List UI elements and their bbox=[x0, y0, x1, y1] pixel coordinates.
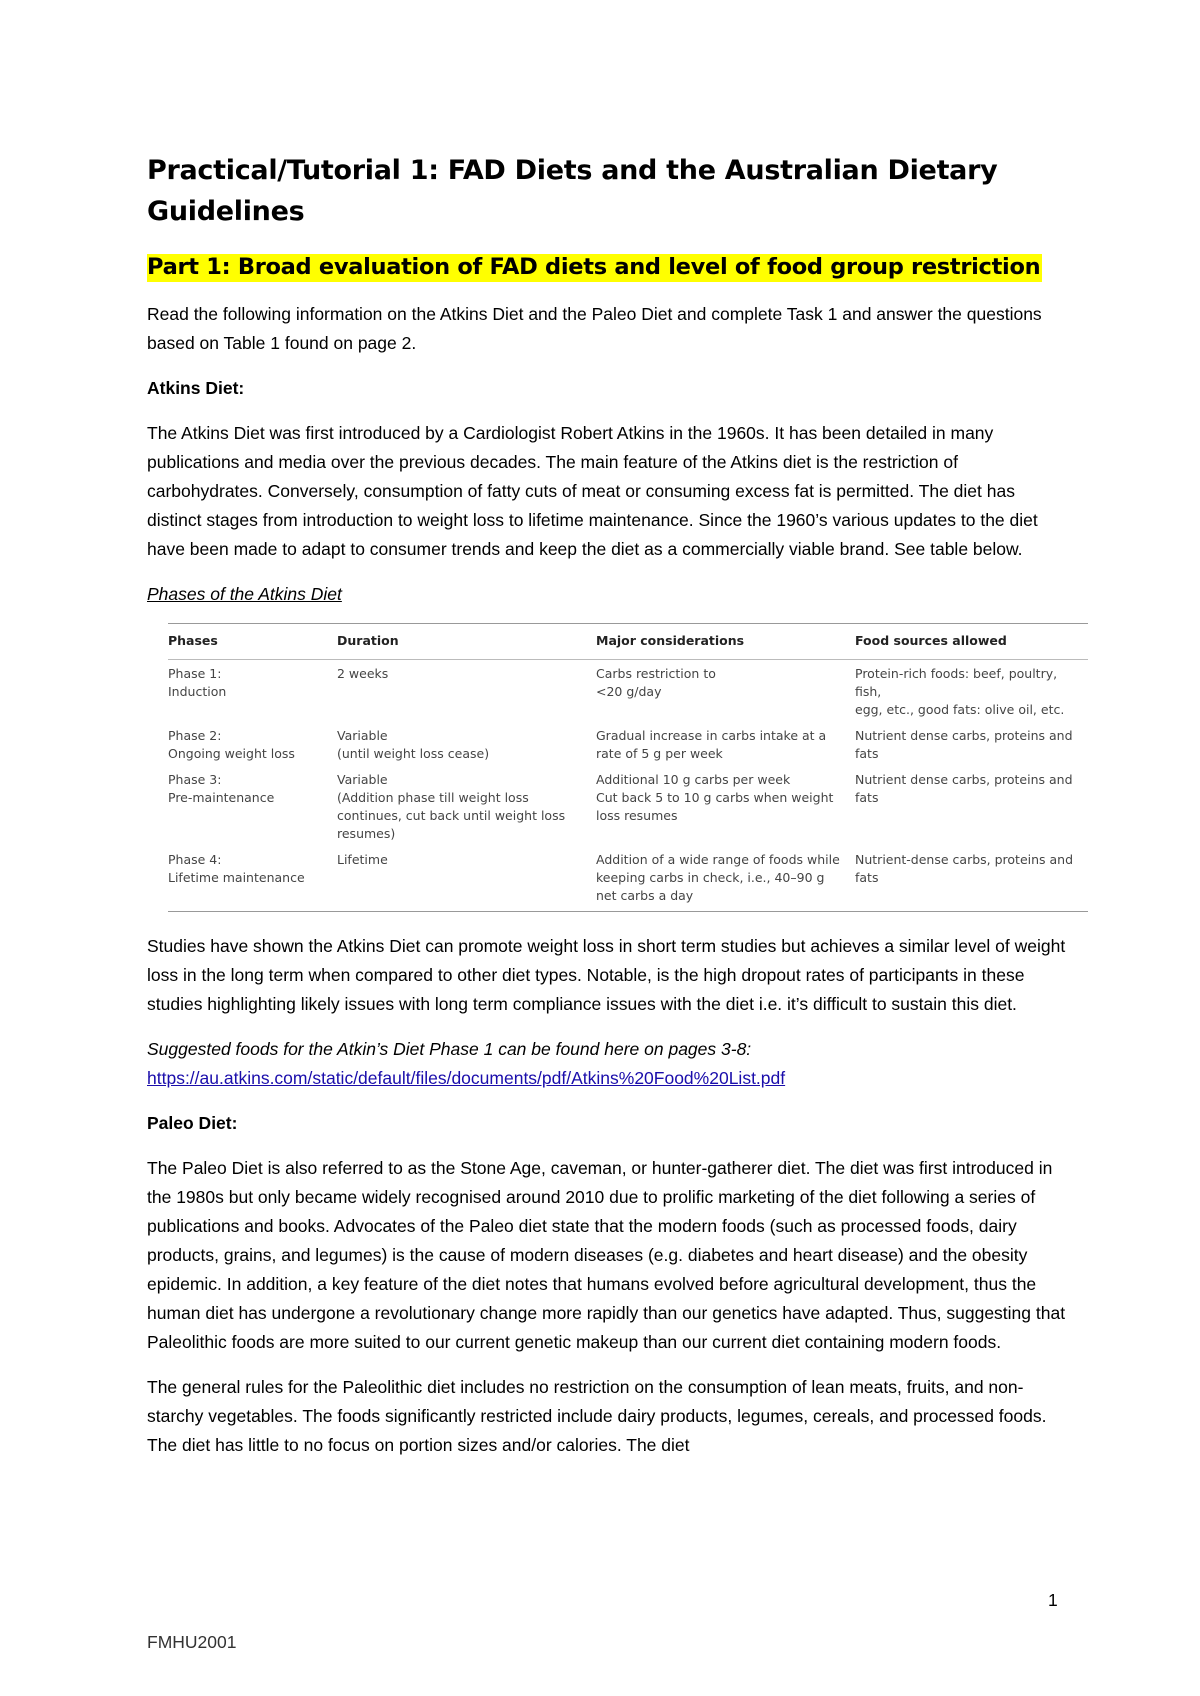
duration-cell bbox=[337, 722, 596, 766]
cell-line: Phase 3: bbox=[168, 772, 222, 787]
phase-cell bbox=[168, 660, 337, 723]
highlighted-heading-text: Part 1: Broad evaluation of FAD diets and level of food group restriction bbox=[147, 254, 1041, 280]
course-code: FMHU2001 bbox=[147, 1632, 237, 1652]
cell-line: Carbs restriction to bbox=[596, 666, 716, 681]
cell-line: Variable bbox=[337, 728, 388, 743]
cell-line: Nutrient dense carbs, proteins and fats bbox=[855, 772, 1073, 805]
atkins-phases-table bbox=[168, 623, 1088, 912]
cell-line: 2 weeks bbox=[337, 666, 389, 681]
foods-cell bbox=[855, 722, 1088, 766]
header-duration: Duration bbox=[337, 624, 596, 660]
table-header-row bbox=[168, 624, 1088, 660]
cell-line: egg, etc., good fats: olive oil, etc. bbox=[855, 702, 1065, 717]
foods-cell bbox=[855, 846, 1088, 912]
cell-line: Nutrient dense carbs, proteins and fats bbox=[855, 728, 1073, 761]
cell-line: Lifetime maintenance bbox=[168, 870, 305, 885]
page-number: 1 bbox=[1048, 1590, 1058, 1610]
intro-paragraph: Read the following information on the Atkins Diet and the Paleo Diet and complete Task 1 and answer the questions based on Table 1 found on page 2. bbox=[147, 304, 1042, 353]
cell-line: (Addition phase till weight loss bbox=[337, 790, 529, 805]
header-considerations: Major considerations bbox=[596, 624, 855, 660]
cell-line: Addition of a wide range of foods while bbox=[596, 852, 840, 867]
cell-line: Phase 1: bbox=[168, 666, 222, 681]
phase-cell bbox=[168, 846, 337, 912]
cell-line: Lifetime bbox=[337, 852, 388, 867]
cell-line: (until weight loss cease) bbox=[337, 746, 490, 761]
foods-cell bbox=[855, 660, 1088, 723]
table-row bbox=[168, 660, 1088, 723]
considerations-cell bbox=[596, 722, 855, 766]
header-foods: Food sources allowed bbox=[855, 624, 1088, 660]
atkins-paragraph-1: The Atkins Diet was first introduced by a Cardiologist Robert Atkins in the 1960s. It has been detailed in many publications and media over the previous decades. The main feature of the Atkins diet is the restriction of carbohydrates. Conversely, consumption of fatty cuts of meat or consuming excess fat is permitted. The diet has distinct stages from introduction to weight loss to lifetime maintenance. Since the 1960’s various updates to the diet have been made to adapt to consumer trends and keep the diet as a commercially viable brand. See table below. bbox=[147, 423, 1038, 559]
cell-line: Phase 2: bbox=[168, 728, 222, 743]
paleo-paragraph-1: The Paleo Diet is also referred to as the Stone Age, caveman, or hunter-gatherer diet. The diet was first introduced in the 1980s but only became widely recognised around 2010 due to prolific marketing of the diet following a series of publications and books. Advocates of the Paleo diet state that the modern foods (such as processed foods, dairy products, grains, and legumes) is the cause of modern diseases (e.g. diabetes and heart disease) and the obesity epidemic. In addition, a key feature of the diet notes that humans evolved before agricultural development, thus the human diet has undergone a revolutionary change more rapidly than our genetics have adapted. Thus, suggesting that Paleolithic foods are more suited to our current genetic makeup than our current diet containing modern foods. bbox=[147, 1158, 1066, 1352]
paleo-paragraph-2: The general rules for the Paleolithic diet includes no restriction on the consumption of lean meats, fruits, and non-starchy vegetables. The foods significantly restricted include dairy products, legumes, cereals, and processed foods. The diet has little to no focus on portion sizes and/or calories. The diet bbox=[147, 1377, 1047, 1455]
page-content bbox=[147, 150, 1074, 1460]
cell-line: resumes) bbox=[337, 826, 396, 841]
cell-line: rate of 5 g per week bbox=[596, 746, 723, 761]
cell-line: Variable bbox=[337, 772, 388, 787]
cell-line: Cut back 5 to 10 g carbs when weight bbox=[596, 790, 834, 805]
cell-line: Gradual increase in carbs intake at a bbox=[596, 728, 827, 743]
cell-line: <20 g/day bbox=[596, 684, 662, 699]
table-row bbox=[168, 766, 1088, 846]
atkins-paragraph-2: Studies have shown the Atkins Diet can promote weight loss in short term studies but achieves a similar level of weight loss in the long term when compared to other diet types. Notable, is the high dropout rates of participants in these studies highlighting likely issues with long term compliance issues with the diet i.e. it’s difficult to sustain this diet. bbox=[147, 936, 1066, 1014]
cell-line: Phase 4: bbox=[168, 852, 222, 867]
paleo-heading: Paleo Diet: bbox=[147, 1113, 238, 1133]
cell-line: Ongoing weight loss bbox=[168, 746, 295, 761]
suggested-foods-text: Suggested foods for the Atkin’s Diet Phase 1 can be found here on pages 3-8: bbox=[147, 1039, 752, 1059]
document-title: Practical/Tutorial 1: FAD Diets and the Australian Dietary Guidelines bbox=[147, 155, 998, 227]
considerations-cell bbox=[596, 660, 855, 723]
table-row bbox=[168, 846, 1088, 912]
cell-line: keeping carbs in check, i.e., 40–90 g bbox=[596, 870, 825, 885]
considerations-cell bbox=[596, 846, 855, 912]
cell-line: Additional 10 g carbs per week bbox=[596, 772, 791, 787]
foods-cell bbox=[855, 766, 1088, 846]
atkins-food-list-link[interactable]: https://au.atkins.com/static/default/files/documents/pdf/Atkins%20Food%20List.pdf bbox=[147, 1068, 786, 1088]
part1-heading bbox=[147, 251, 1067, 283]
duration-cell bbox=[337, 766, 596, 846]
duration-cell bbox=[337, 846, 596, 912]
table-row bbox=[168, 722, 1088, 766]
cell-line: Nutrient-dense carbs, proteins and fats bbox=[855, 852, 1074, 885]
cell-line: continues, cut back until weight loss bbox=[337, 808, 566, 823]
table-caption: Phases of the Atkins Diet bbox=[147, 584, 342, 604]
table-body bbox=[168, 660, 1088, 912]
phase-cell bbox=[168, 722, 337, 766]
phase-cell bbox=[168, 766, 337, 846]
cell-line: Protein-rich foods: beef, poultry, fish, bbox=[855, 666, 1058, 699]
cell-line: Pre-maintenance bbox=[168, 790, 275, 805]
atkins-heading: Atkins Diet: bbox=[147, 378, 245, 398]
cell-line: Induction bbox=[168, 684, 227, 699]
cell-line: loss resumes bbox=[596, 808, 678, 823]
header-phases: Phases bbox=[168, 624, 337, 660]
duration-cell bbox=[337, 660, 596, 723]
considerations-cell bbox=[596, 766, 855, 846]
cell-line: net carbs a day bbox=[596, 888, 694, 903]
